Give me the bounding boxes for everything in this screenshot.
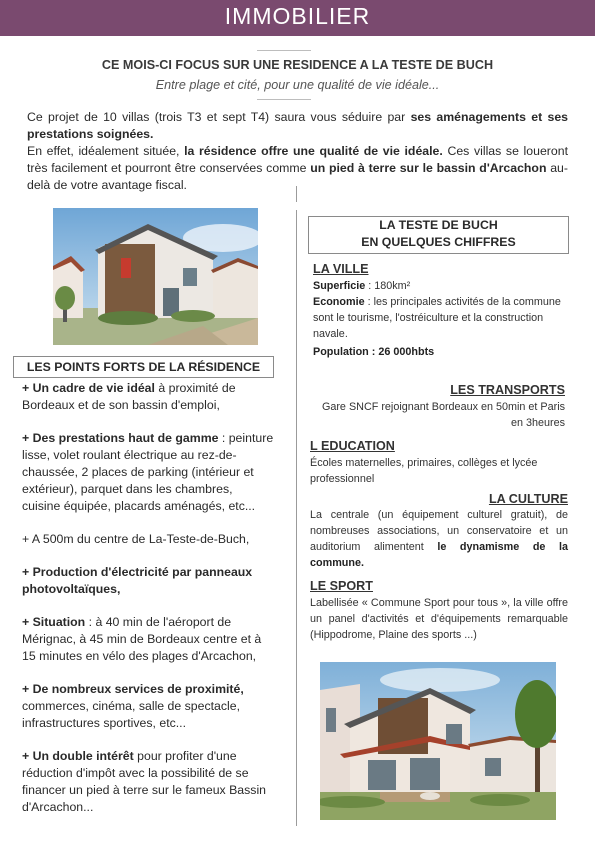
transports-text: Gare SNCF rejoignant Bordeaux en 50min et Paris en 3heures [321,401,565,429]
point-text: : à 40 min de l'aéroport de Mérignac, à 45 min de Bordeaux centre et à 15 minutes en vélo des plages d'Arcachon, [22,615,262,663]
point-bold: + Production d'électricité par panneaux photovoltaïques, [22,565,253,596]
culture-text-bold: le dynamisme de la commune. [310,541,568,569]
point-bold: + Des prestations haut de gamme [22,431,219,445]
article-subtitle: Entre plage et cité, pour une qualité de vie idéale... [155,78,440,92]
point-text: pour profiter d'une réduction d'impôt avec la possibilité de se financer un pied à terre sur le fameux Bassin d'Arcachon... [22,749,267,814]
chiffres-title-line1: LA TESTE DE BUCH [379,218,498,232]
ville-details [313,278,563,360]
point-item [22,614,274,665]
point-text: : peinture lisse, volet roulant électrique au rez-de-chaussée, 2 places de parking (intérieur et extérieur), parquet dans les chambres, cuisine équipée, placards aménagés, etc... [22,431,274,513]
point-item [22,430,274,515]
header-divider-bottom [257,99,311,100]
intro-p2-text-c: au-delà de votre avantage fiscal. [27,161,568,192]
point-item [22,748,274,816]
economie-label: Economie [313,296,365,308]
population-label: Population : 26 000hbts [313,346,435,358]
banner-title: IMMOBILIER [224,3,371,29]
point-bold: + Un double intérêt [22,749,134,763]
sport-text: Labellisée « Commune Sport pour tous », la ville offre un panel d'activités et d'équipements remarquable (Hippodrome, Plaine des sports ...) [310,597,568,641]
culture-text [310,507,568,571]
intro-p2-text-a: En effet, idéalement située, [27,144,185,158]
column-divider [296,210,297,826]
point-item [22,564,274,598]
intro-paragraph-1 [27,109,568,143]
intro-text [27,109,568,194]
superficie-label: Superficie [313,280,366,292]
points-forts-title: LES POINTS FORTS DE LA RÉSIDENCE [26,360,261,374]
superficie-value: : 180km² [365,280,411,292]
intro-p2-bold-a: la résidence offre une qualité de vie idéale. [184,144,443,158]
superficie-line [313,278,563,294]
intro-p2-text-b: Ces villas se loueront très facilement et pourront être conservées comme [27,144,568,175]
article-title: CE MOIS-CI FOCUS SUR UNE RESIDENCE A LA TESTE DE BUCH [101,58,494,72]
intro-p2-bold-b: un pied à terre sur le bassin d'Arcachon [310,161,547,175]
point-item [22,380,274,414]
point-bold: + Situation [22,615,86,629]
transports-title: LES TRANSPORTS [450,383,565,397]
points-forts-title-box [13,356,274,378]
point-bold: + De nombreux services de proximité, [22,682,244,696]
point-text: commerces, cinéma, salle de spectacle, infrastructures sportives, etc... [22,699,241,730]
culture-title: LA CULTURE [488,492,568,506]
sport-title: LE SPORT [310,579,373,593]
point-bold: + Un cadre de vie idéal [22,381,155,395]
population-line [313,344,563,360]
points-forts-list [22,380,274,832]
point-item [22,681,274,732]
education-text: Écoles maternelles, primaires, collèges et lycée professionnel [310,457,538,485]
economie-line [313,294,563,342]
point-text: + A 500m du centre de La-Teste-de-Buch, [22,532,250,546]
chiffres-title-line2: EN QUELQUES CHIFFRES [361,235,516,249]
ville-title: LA VILLE [313,262,369,276]
culture-text-a: La centrale (un équipement culturel gratuit), de nombreuses associations, un conservatoire et un auditorium alimentent [310,509,568,553]
intro-paragraph-2 [27,143,568,194]
header-divider-top [257,50,311,51]
residence-photo-2 [320,662,556,820]
section-banner [0,0,595,36]
point-item [22,531,274,548]
residence-photo-1 [53,208,258,345]
chiffres-title-box [308,216,569,254]
intro-p1-bold: ses aménagements et ses prestations soignées. [27,110,568,141]
column-divider-top [296,186,297,202]
economie-value: : les principales activités de la commune sont le tourisme, l'ostréiculture et la construction navale. [313,296,561,340]
education-title: L EDUCATION [310,439,395,453]
point-text: à proximité de Bordeaux et de son bassin d'emploi, [22,381,236,412]
intro-p1-text: Ce projet de 10 villas (trois T3 et sept T4) saura vous séduire par [27,110,411,124]
